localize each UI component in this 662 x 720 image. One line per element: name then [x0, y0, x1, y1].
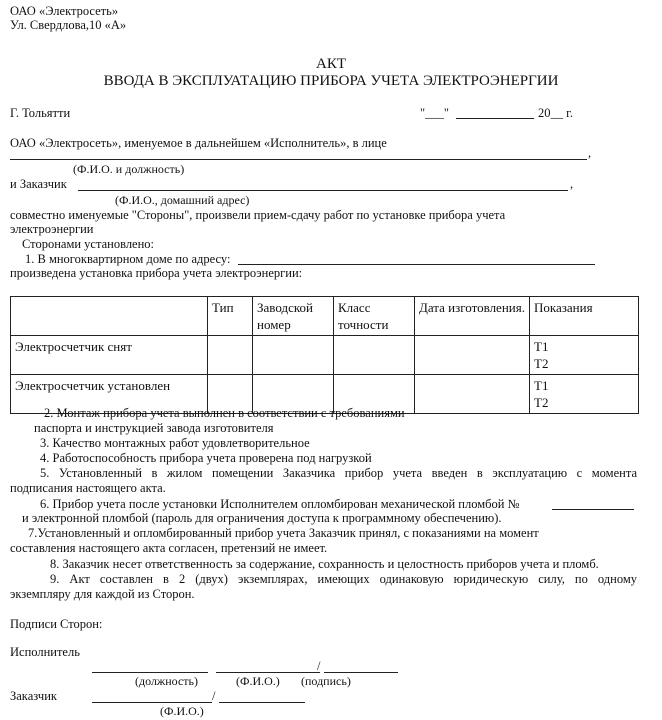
customer-sign-label: Заказчик	[10, 689, 57, 703]
city: Г. Тольятти	[10, 106, 71, 120]
clause-7: 7.Установленный и опломбированный прибор учета Заказчик принял, с показаниями на момент	[28, 526, 539, 540]
row-label: Электросчетчик установлен	[11, 375, 208, 414]
header-cell: Заводской номер	[253, 297, 334, 336]
meter-table	[10, 296, 639, 414]
clause-6: 6. Прибор учета после установки Исполнителем опломбирован механической пломбой №	[40, 497, 520, 511]
executor-label: Исполнитель	[10, 645, 80, 659]
fio-hint: (Ф.И.О.)	[160, 704, 204, 718]
seal-number-blank[interactable]	[552, 509, 634, 510]
executor-representative-blank[interactable]	[10, 159, 587, 160]
header-cell: Класс точности	[334, 297, 415, 336]
executor-fio-blank[interactable]	[216, 672, 320, 673]
fio-address-hint: (Ф.И.О., домашний адрес)	[115, 193, 250, 207]
comma: ,	[570, 177, 574, 191]
table-row	[11, 336, 639, 375]
serial-cell[interactable]	[253, 336, 334, 375]
clause-5-cont: подписания настоящего акта.	[10, 481, 166, 495]
header-cell: Показания	[530, 297, 639, 336]
clause-8: 8. Заказчик несет ответственность за содержание, сохранность и целостность приборов учета и пломб.	[50, 557, 599, 571]
document-title: АКТ	[316, 56, 346, 72]
readings-cell[interactable]	[530, 375, 639, 414]
fio-position-hint: (Ф.И.О. и должность)	[73, 162, 185, 176]
clause-6-cont: и электронной пломбой (пароль для ограничения доступа к программному обеспечению).	[22, 511, 502, 525]
together-text: совместно именуемые "Стороны", произвели прием-сдачу работ по установке прибора учета	[10, 208, 506, 222]
customer-fio-blank[interactable]	[92, 702, 212, 703]
executor-position-blank[interactable]	[92, 672, 208, 673]
row-label: Электросчетчик снят	[11, 336, 208, 375]
clause-1: 1. В многоквартирном доме по адресу:	[25, 252, 231, 266]
established-text: Сторонами установлено:	[22, 237, 155, 251]
document-subtitle: ВВОДА В ЭКСПЛУАТАЦИЮ ПРИБОРА УЧЕТА ЭЛЕКТРОЭНЕРГИИ	[103, 73, 559, 89]
header-cell	[11, 297, 208, 336]
readings-cell[interactable]	[530, 336, 639, 375]
table-header-row	[11, 297, 639, 336]
org-name: ОАО «Электросеть»	[10, 4, 119, 18]
clause-4: 4. Работоспособность прибора учета проверена под нагрузкой	[40, 451, 372, 465]
manufacture-date-cell[interactable]	[415, 375, 530, 414]
accuracy-cell[interactable]	[334, 336, 415, 375]
clause-3: 3. Качество монтажных работ удовлетворительное	[40, 436, 310, 450]
separator-slash: /	[212, 689, 216, 703]
together-text-cont: электроэнергии	[10, 222, 94, 236]
clause-7-cont: составления настоящего акта согласен, претензий не имеет.	[10, 541, 328, 555]
tariff-1: Т1	[534, 378, 549, 393]
address-blank[interactable]	[238, 264, 595, 265]
customer-signature-blank[interactable]	[219, 702, 305, 703]
header-cell: Тип	[208, 297, 253, 336]
clause-2: 2. Монтаж прибора учета выполнен в соответствии с требованиями	[44, 406, 405, 420]
clause-9-cont: экземпляру для каждой из Сторон.	[10, 587, 195, 601]
clause-5: 5. Установленный в жилом помещении Заказчика прибор учета введен в эксплуатацию с момента	[40, 466, 637, 480]
clause-2-cont: паспорта и инструкцией завода изготовителя	[34, 421, 274, 435]
tariff-2: Т2	[534, 395, 549, 410]
tariff-1: Т1	[534, 339, 549, 354]
org-address: Ул. Свердлова,10 «А»	[10, 18, 127, 32]
executor-signature-blank[interactable]	[324, 672, 398, 673]
fio-hint: (Ф.И.О.)	[236, 674, 280, 688]
clause-1-cont: произведена установка прибора учета электроэнергии:	[10, 266, 303, 280]
header-cell: Дата изготовления.	[415, 297, 530, 336]
separator-slash: /	[317, 659, 321, 673]
signatures-title: Подписи Сторон:	[10, 617, 103, 631]
clause-9: 9. Акт составлен в 2 (двух) экземплярах, имеющих одинаковую юридическую силу, по одному	[50, 572, 637, 586]
position-hint: (должность)	[135, 674, 198, 688]
date-day: "___"	[420, 106, 449, 120]
comma: ,	[588, 146, 592, 160]
customer-label: и Заказчик	[10, 177, 67, 191]
type-cell[interactable]	[208, 336, 253, 375]
customer-details-blank[interactable]	[78, 190, 568, 191]
date-month-blank[interactable]	[456, 118, 534, 119]
date-year: 20__ г.	[538, 106, 573, 120]
tariff-2: Т2	[534, 356, 549, 371]
signature-hint: (подпись)	[301, 674, 351, 688]
manufacture-date-cell[interactable]	[415, 336, 530, 375]
executor-intro: ОАО «Электросеть», именуемое в дальнейшем «Исполнитель», в лице	[10, 136, 387, 150]
